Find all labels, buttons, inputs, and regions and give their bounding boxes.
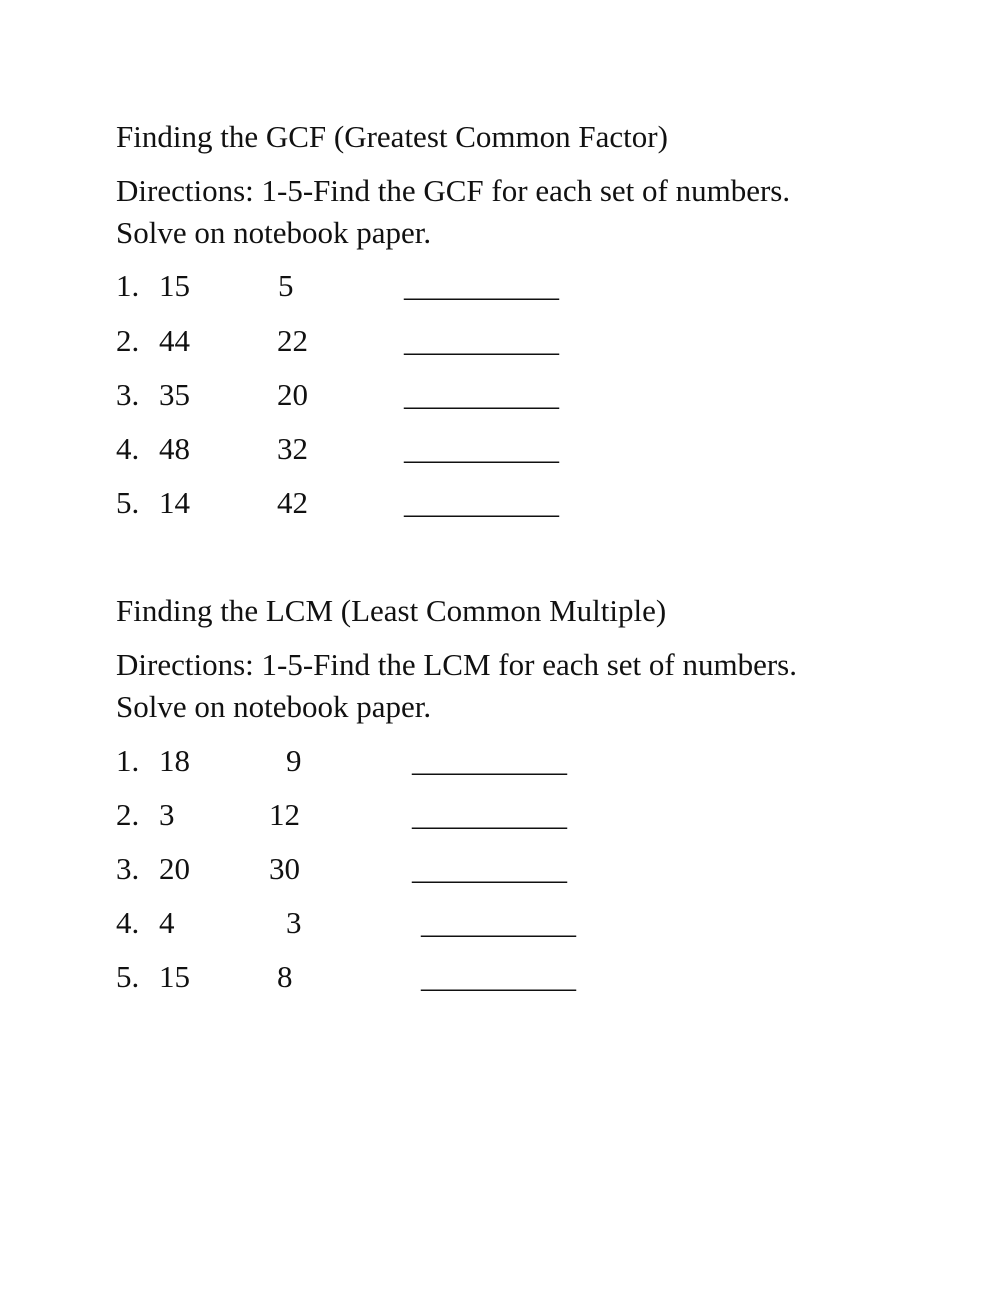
- number-a: 44: [159, 323, 190, 358]
- answer-blank[interactable]: __________: [412, 743, 567, 778]
- number-a: 4: [159, 905, 175, 940]
- lcm-problem-2: [116, 799, 716, 833]
- number-b: 8: [277, 959, 293, 994]
- gcf-problem-5: [116, 487, 716, 521]
- number-a: 15: [159, 959, 190, 994]
- number-b: 12: [269, 797, 300, 832]
- problem-number: 4.: [116, 905, 140, 940]
- answer-blank[interactable]: __________: [412, 851, 567, 886]
- number-a: 14: [159, 485, 190, 520]
- number-b: 20: [277, 377, 308, 412]
- number-b: 32: [277, 431, 308, 466]
- problem-number: 1.: [116, 743, 140, 778]
- number-b: 42: [277, 485, 308, 520]
- answer-blank[interactable]: __________: [404, 485, 559, 520]
- answer-blank[interactable]: __________: [404, 377, 559, 412]
- number-b: 5: [278, 268, 294, 303]
- number-a: 35: [159, 377, 190, 412]
- number-b: 22: [277, 323, 308, 358]
- lcm-directions-line1: Directions: 1-5-Find the LCM for each set of numbers.: [116, 647, 797, 682]
- lcm-problem-1: [116, 745, 716, 779]
- answer-blank[interactable]: __________: [404, 431, 559, 466]
- number-a: 18: [159, 743, 190, 778]
- number-b: 3: [286, 905, 302, 940]
- gcf-directions-line1: Directions: 1-5-Find the GCF for each set of numbers.: [116, 173, 791, 208]
- number-b: 9: [286, 743, 302, 778]
- lcm-problem-3: [116, 853, 716, 887]
- problem-number: 5.: [116, 485, 140, 520]
- lcm-problem-4: [116, 907, 716, 941]
- problem-number: 3.: [116, 851, 140, 886]
- answer-blank[interactable]: __________: [421, 959, 576, 994]
- number-b: 30: [269, 851, 300, 886]
- lcm-directions-line2: Solve on notebook paper.: [116, 689, 432, 724]
- problem-number: 2.: [116, 323, 140, 358]
- number-a: 48: [159, 431, 190, 466]
- lcm-title: Finding the LCM (Least Common Multiple): [116, 593, 667, 628]
- problem-number: 1.: [116, 268, 140, 303]
- number-a: 15: [159, 268, 190, 303]
- lcm-problem-5: [116, 961, 716, 995]
- answer-blank[interactable]: __________: [412, 797, 567, 832]
- gcf-title: Finding the GCF (Greatest Common Factor): [116, 119, 668, 154]
- number-a: 20: [159, 851, 190, 886]
- problem-number: 5.: [116, 959, 140, 994]
- answer-blank[interactable]: __________: [404, 323, 559, 358]
- gcf-problem-2: [116, 325, 716, 359]
- number-a: 3: [159, 797, 175, 832]
- answer-blank[interactable]: __________: [421, 905, 576, 940]
- answer-blank[interactable]: __________: [404, 268, 559, 303]
- problem-number: 3.: [116, 377, 140, 412]
- problem-number: 2.: [116, 797, 140, 832]
- gcf-problem-1: [116, 270, 716, 304]
- gcf-problem-3: [116, 379, 716, 413]
- gcf-directions-line2: Solve on notebook paper.: [116, 215, 432, 250]
- problem-number: 4.: [116, 431, 140, 466]
- gcf-problem-4: [116, 433, 716, 467]
